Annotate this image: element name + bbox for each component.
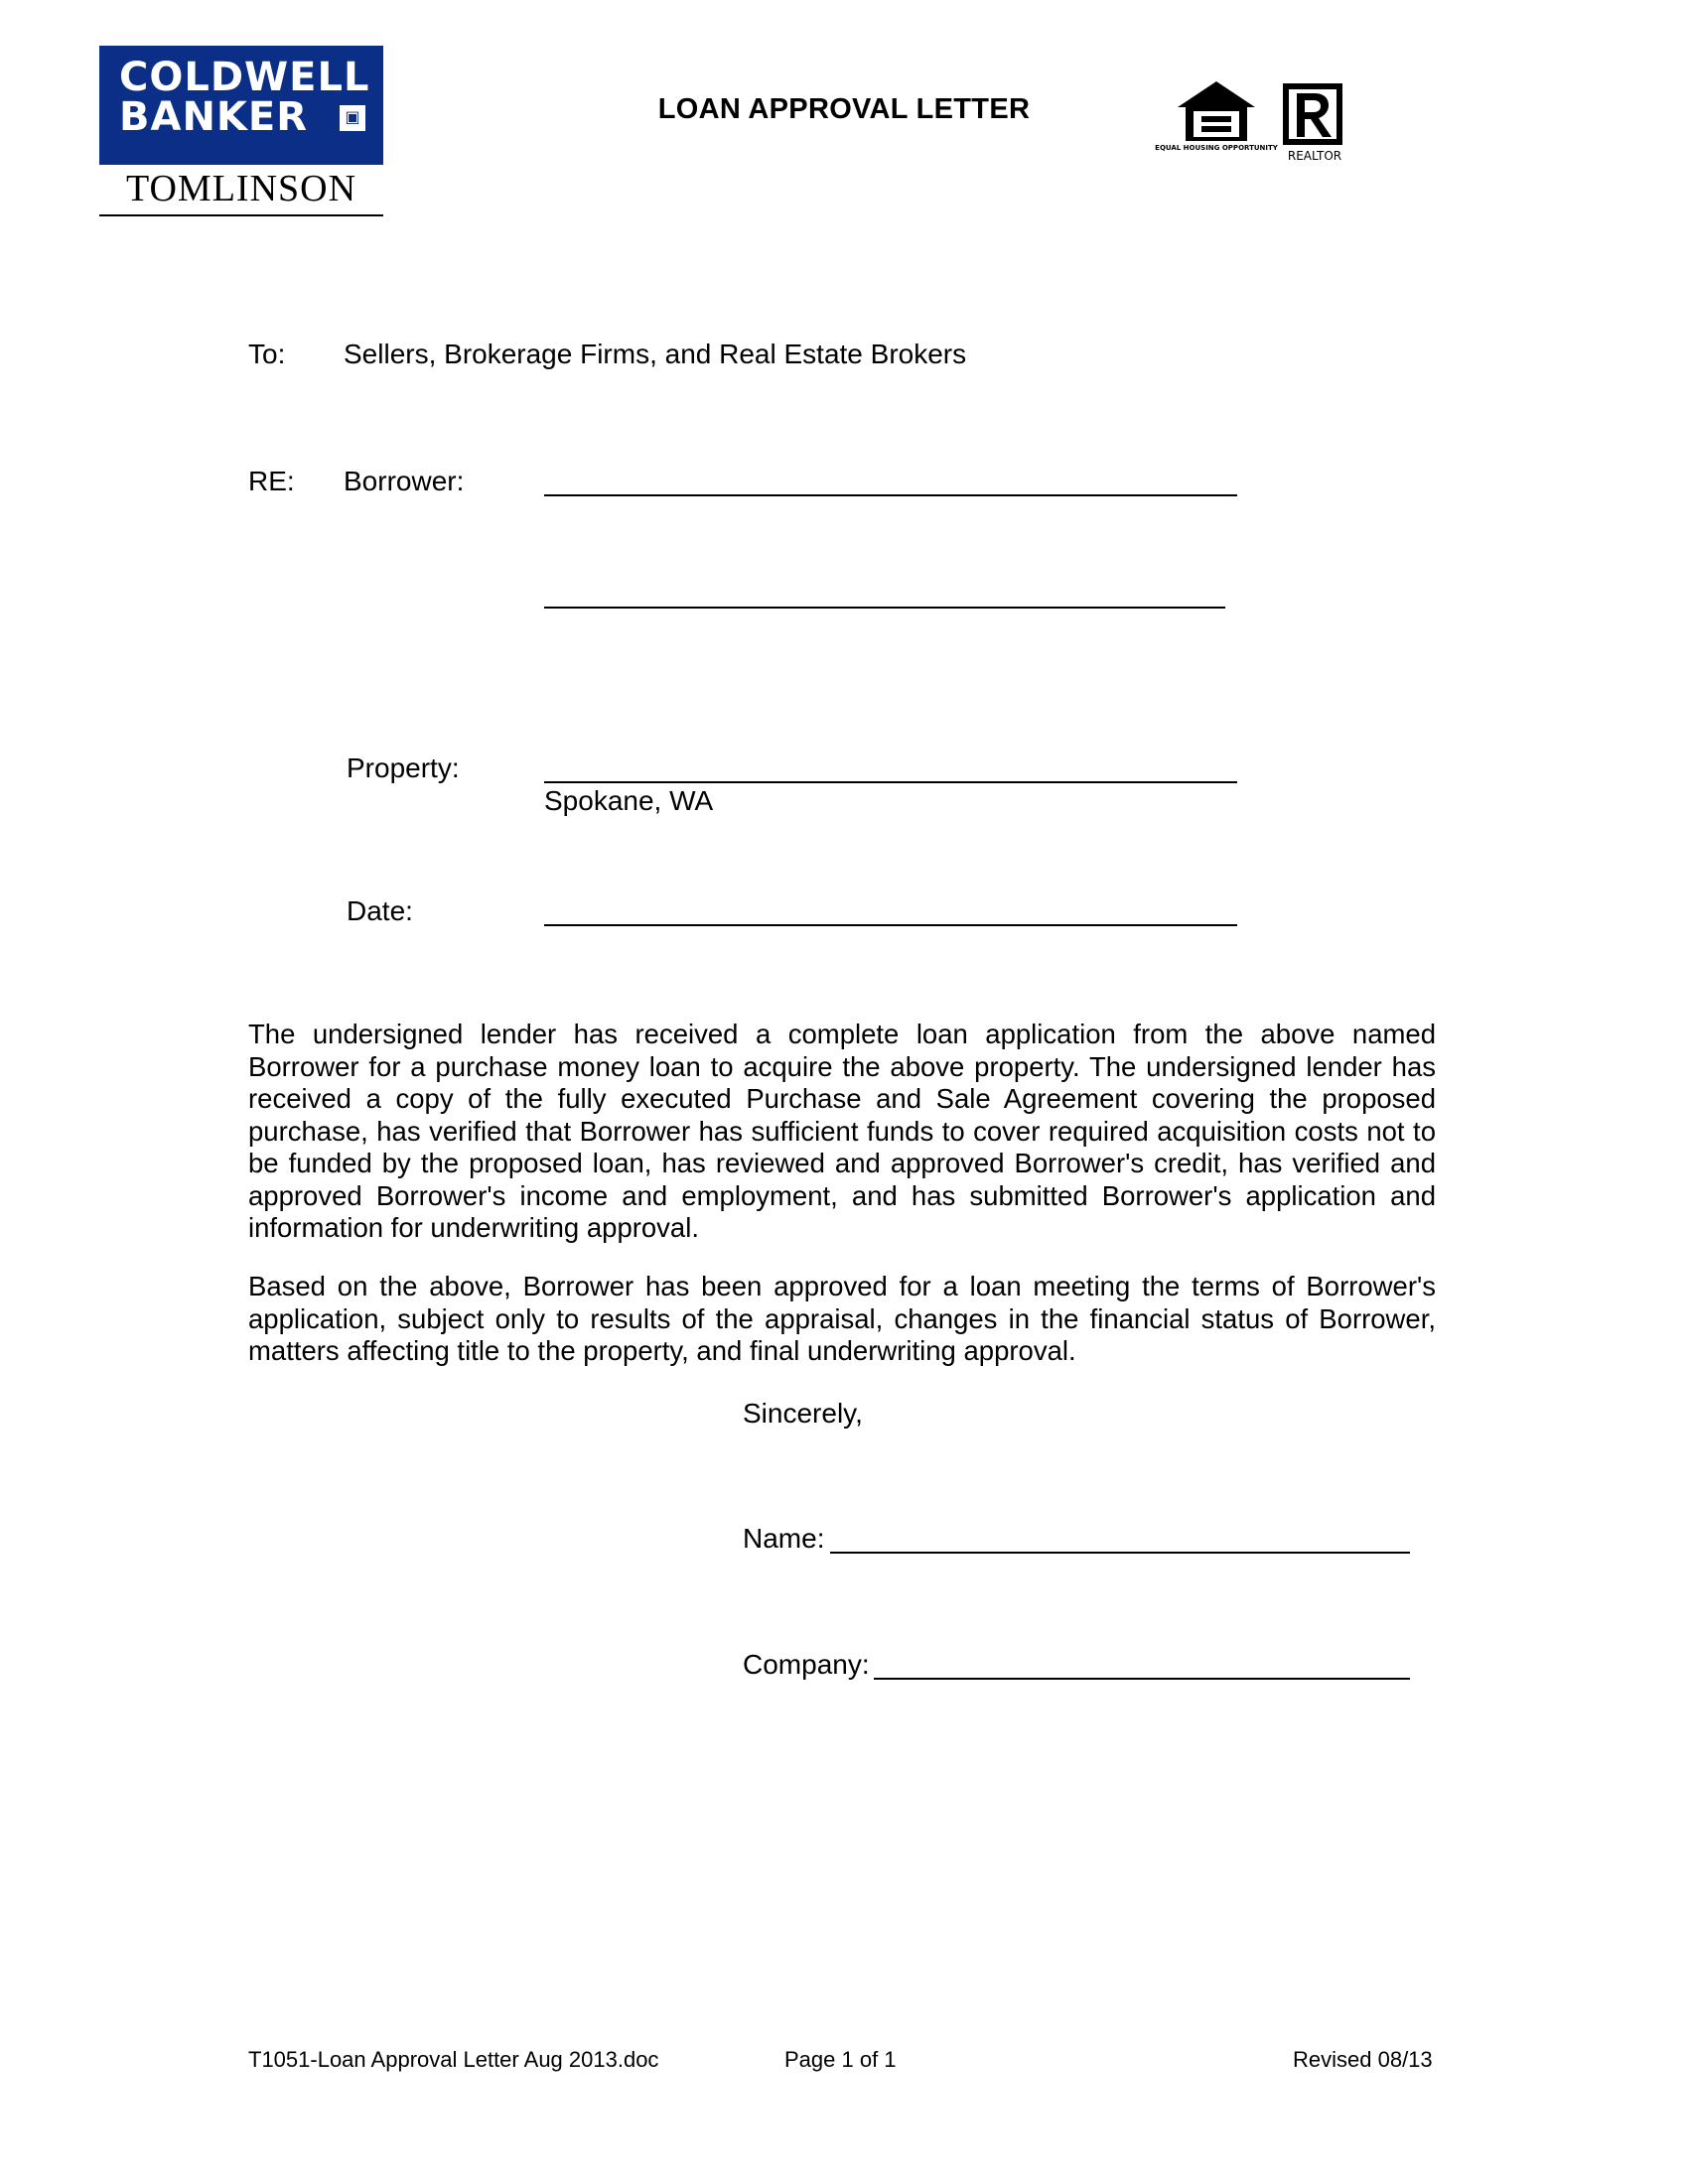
property-city: Spokane, WA [544,785,714,816]
page-title: LOAN APPROVAL LETTER [657,93,1031,125]
date-label: Date: [347,895,413,926]
date-line[interactable] [544,924,1237,926]
logo-mark-icon: ▣ [340,105,365,131]
borrower-line-2[interactable] [544,607,1225,609]
logo-text-line2: BANKER [119,94,309,140]
footer-revised: Revised 08/13 [1293,2047,1433,2072]
realtor-icon [1281,81,1348,165]
footer-doc-name: T1051-Loan Approval Letter Aug 2013.doc [248,2047,659,2072]
property-line[interactable] [544,781,1237,783]
company-logo [99,46,383,165]
body-paragraph-2: Based on the above, Borrower has been approved for a loan meeting the terms of Borrower's application, subject only to results of the appraisal, changes in the financial status of Borrower, matters affecting title to the property, and final underwriting approval. [248,1271,1436,1366]
company-line[interactable] [874,1678,1410,1680]
body-paragraph-1: The undersigned lender has received a complete loan application from the above named Borrower for a purchase money loan to acquire the above property. The undersigned lender has received a copy of the fully executed Purchase and Sale Agreement covering the proposed purchase, has verified that Borrower has sufficient funds to cover required acquisition costs not to be funded by the proposed loan, has reviewed and approved Borrower's credit, has verified and approved Borrower's income and employment, and has submitted Borrower's application and information for underwriting approval. [248,1019,1436,1243]
to-recipients: Sellers, Brokerage Firms, and Real Estate Brokers [344,339,967,369]
borrower-line-1[interactable] [544,494,1237,496]
name-line[interactable] [830,1552,1410,1554]
re-label: RE: [248,466,295,496]
equal-housing-opportunity-icon [1155,79,1278,161]
eho-caption: EQUAL HOUSING OPPORTUNITY [1155,144,1278,152]
logo-text-line1: COLDWELL [119,55,370,100]
closing: Sincerely, [743,1398,863,1429]
borrower-label: Borrower: [344,466,465,496]
realtor-caption: REALTOR [1287,149,1342,163]
logo-subtitle: TOMLINSON [125,168,357,209]
to-label: To: [248,339,286,369]
footer-page-number: Page 1 of 1 [784,2047,897,2072]
name-label: Name: [743,1523,825,1554]
company-label: Company: [743,1649,870,1680]
property-label: Property: [347,752,460,783]
logo-divider [99,214,383,216]
